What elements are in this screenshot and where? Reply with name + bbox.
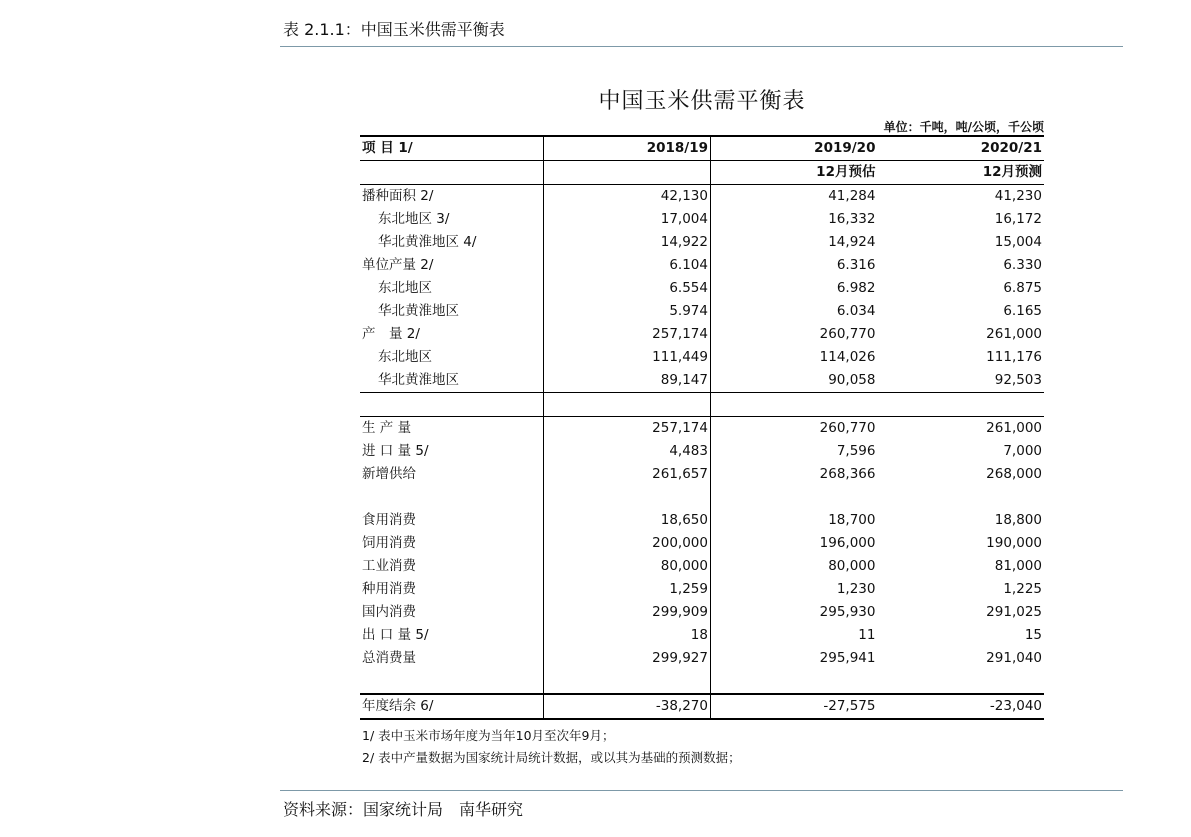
table-subheader-row bbox=[360, 161, 1044, 185]
cell-2020-21: -23,040 bbox=[877, 694, 1044, 719]
cell-2019-20: 80,000 bbox=[710, 555, 877, 578]
cell-2019-20: 196,000 bbox=[710, 532, 877, 555]
cell-2019-20: 114,026 bbox=[710, 346, 877, 369]
table-row bbox=[360, 601, 1044, 624]
cell-2019-20: 7,596 bbox=[710, 440, 877, 463]
supply-demand-table bbox=[360, 135, 1044, 720]
cell-2018-19: 299,909 bbox=[544, 601, 711, 624]
table-row-balance bbox=[360, 694, 1044, 719]
cell-2020-21: 41,230 bbox=[994, 188, 1042, 204]
cell-2020-21: 6.330 bbox=[1003, 257, 1042, 273]
cell-2020-21: 18,800 bbox=[994, 512, 1042, 528]
table-title: 中国玉米供需平衡表 bbox=[598, 89, 806, 114]
row-label: 种用消费 bbox=[362, 581, 416, 597]
cell-2018-19: 111,449 bbox=[544, 346, 711, 369]
header-2020-21: 2020/21 bbox=[877, 136, 1044, 161]
row-label: 总消费量 bbox=[362, 650, 416, 666]
row-label: 进 口 量 5/ bbox=[362, 443, 429, 459]
subheader-item bbox=[360, 161, 544, 185]
spacer-row bbox=[360, 486, 1044, 509]
row-label: 食用消费 bbox=[362, 512, 416, 528]
row-label: 华北黄淮地区 bbox=[378, 303, 459, 319]
table-header-row bbox=[360, 136, 1044, 161]
table-row bbox=[360, 254, 1044, 277]
cell-2018-19: 80,000 bbox=[544, 555, 711, 578]
cell-2018-19: -38,270 bbox=[544, 694, 711, 719]
cell-2019-20: 260,770 bbox=[710, 417, 877, 441]
table-row bbox=[360, 277, 1044, 300]
cell-2018-19: 18 bbox=[544, 624, 711, 647]
table-row bbox=[360, 369, 1044, 393]
cell-2020-21: 92,503 bbox=[994, 372, 1042, 388]
table-row bbox=[360, 509, 1044, 532]
row-label: 产 量 2/ bbox=[362, 326, 420, 342]
row-label: 东北地区 bbox=[378, 280, 432, 296]
table-row bbox=[360, 208, 1044, 231]
header-2018-19: 2018/19 bbox=[544, 136, 711, 161]
cell-2020-21: 291,025 bbox=[986, 604, 1042, 620]
row-label: 饲用消费 bbox=[362, 535, 416, 551]
spacer-row bbox=[360, 670, 1044, 694]
source-note: 资料来源：国家统计局 南华研究 bbox=[283, 800, 524, 819]
spacer-row bbox=[360, 393, 1044, 417]
table-row bbox=[360, 440, 1044, 463]
row-label: 东北地区 bbox=[378, 349, 432, 365]
table-row bbox=[360, 185, 1044, 209]
cell-2019-20: -27,575 bbox=[710, 694, 877, 719]
cell-2020-21: 7,000 bbox=[1003, 443, 1042, 459]
cell-2019-20: 1,230 bbox=[710, 578, 877, 601]
cell-2019-20: 16,332 bbox=[710, 208, 877, 231]
table-row bbox=[360, 346, 1044, 369]
cell-2019-20: 41,284 bbox=[710, 185, 877, 209]
row-label: 年度结余 6/ bbox=[360, 694, 544, 719]
cell-2018-19: 257,174 bbox=[544, 417, 711, 441]
cell-2018-19: 200,000 bbox=[544, 532, 711, 555]
row-label: 生 产 量 bbox=[362, 420, 412, 436]
table-row bbox=[360, 578, 1044, 601]
table-row bbox=[360, 532, 1044, 555]
cell-2018-19: 18,650 bbox=[544, 509, 711, 532]
row-label: 华北黄淮地区 4/ bbox=[378, 234, 477, 250]
row-label: 新增供给 bbox=[362, 466, 416, 482]
table-row bbox=[360, 231, 1044, 254]
cell-2019-20: 295,930 bbox=[710, 601, 877, 624]
header-2019-20: 2019/20 bbox=[710, 136, 877, 161]
cell-2019-20: 14,924 bbox=[710, 231, 877, 254]
subheader-2018-19 bbox=[544, 161, 711, 185]
cell-2019-20: 11 bbox=[710, 624, 877, 647]
cell-2020-21: 1,225 bbox=[1003, 581, 1042, 597]
subheader-2019-20: 12月预估 bbox=[710, 161, 877, 185]
cell-2019-20: 6.982 bbox=[710, 277, 877, 300]
cell-2019-20: 268,366 bbox=[710, 463, 877, 486]
cell-2018-19: 4,483 bbox=[544, 440, 711, 463]
cell-2018-19: 14,922 bbox=[544, 231, 711, 254]
cell-2018-19: 6.104 bbox=[544, 254, 711, 277]
cell-2020-21: 15,004 bbox=[994, 234, 1042, 250]
row-label: 东北地区 3/ bbox=[378, 211, 450, 227]
header-item: 项 目 1/ bbox=[360, 136, 544, 161]
cell-2018-19: 5.974 bbox=[544, 300, 711, 323]
row-label: 播种面积 2/ bbox=[362, 188, 434, 204]
cell-2018-19: 261,657 bbox=[544, 463, 711, 486]
row-label: 出 口 量 5/ bbox=[362, 627, 429, 643]
top-divider bbox=[280, 46, 1123, 47]
cell-2018-19: 17,004 bbox=[544, 208, 711, 231]
cell-2018-19: 42,130 bbox=[544, 185, 711, 209]
table-row bbox=[360, 417, 1044, 441]
row-label: 华北黄淮地区 bbox=[378, 372, 459, 388]
cell-2020-21: 81,000 bbox=[994, 558, 1042, 574]
row-label: 国内消费 bbox=[362, 604, 416, 620]
cell-2018-19: 89,147 bbox=[544, 369, 711, 393]
figure-caption: 表 2.1.1：中国玉米供需平衡表 bbox=[283, 20, 505, 39]
cell-2018-19: 6.554 bbox=[544, 277, 711, 300]
table-row bbox=[360, 300, 1044, 323]
cell-2020-21: 16,172 bbox=[994, 211, 1042, 227]
cell-2020-21: 111,176 bbox=[986, 349, 1042, 365]
cell-2020-21: 261,000 bbox=[986, 420, 1042, 436]
row-label: 单位产量 2/ bbox=[362, 257, 434, 273]
footnote-1: 1/ 表中玉米市场年度为当年10月至次年9月； bbox=[362, 728, 615, 743]
table-row bbox=[360, 624, 1044, 647]
table-row bbox=[360, 463, 1044, 486]
cell-2020-21: 190,000 bbox=[986, 535, 1042, 551]
cell-2019-20: 90,058 bbox=[710, 369, 877, 393]
cell-2019-20: 260,770 bbox=[710, 323, 877, 346]
cell-2020-21: 6.165 bbox=[1003, 303, 1042, 319]
table-row bbox=[360, 555, 1044, 578]
cell-2020-21: 261,000 bbox=[986, 326, 1042, 342]
cell-2018-19: 1,259 bbox=[544, 578, 711, 601]
cell-2020-21: 291,040 bbox=[986, 650, 1042, 666]
cell-2020-21: 268,000 bbox=[986, 466, 1042, 482]
footnote-2: 2/ 表中产量数据为国家统计局统计数据，或以其为基础的预测数据； bbox=[362, 750, 741, 765]
cell-2019-20: 18,700 bbox=[710, 509, 877, 532]
cell-2019-20: 6.316 bbox=[710, 254, 877, 277]
cell-2020-21: 6.875 bbox=[1003, 280, 1042, 296]
row-label: 工业消费 bbox=[362, 558, 416, 574]
cell-2019-20: 295,941 bbox=[710, 647, 877, 670]
cell-2020-21: 15 bbox=[1024, 627, 1042, 643]
bottom-divider bbox=[280, 790, 1123, 791]
cell-2018-19: 299,927 bbox=[544, 647, 711, 670]
table-row bbox=[360, 647, 1044, 670]
cell-2018-19: 257,174 bbox=[544, 323, 711, 346]
table-row bbox=[360, 323, 1044, 346]
unit-note: 单位：千吨，吨/公顷，千公顷 bbox=[883, 120, 1044, 134]
subheader-2020-21: 12月预测 bbox=[877, 161, 1044, 185]
cell-2019-20: 6.034 bbox=[710, 300, 877, 323]
